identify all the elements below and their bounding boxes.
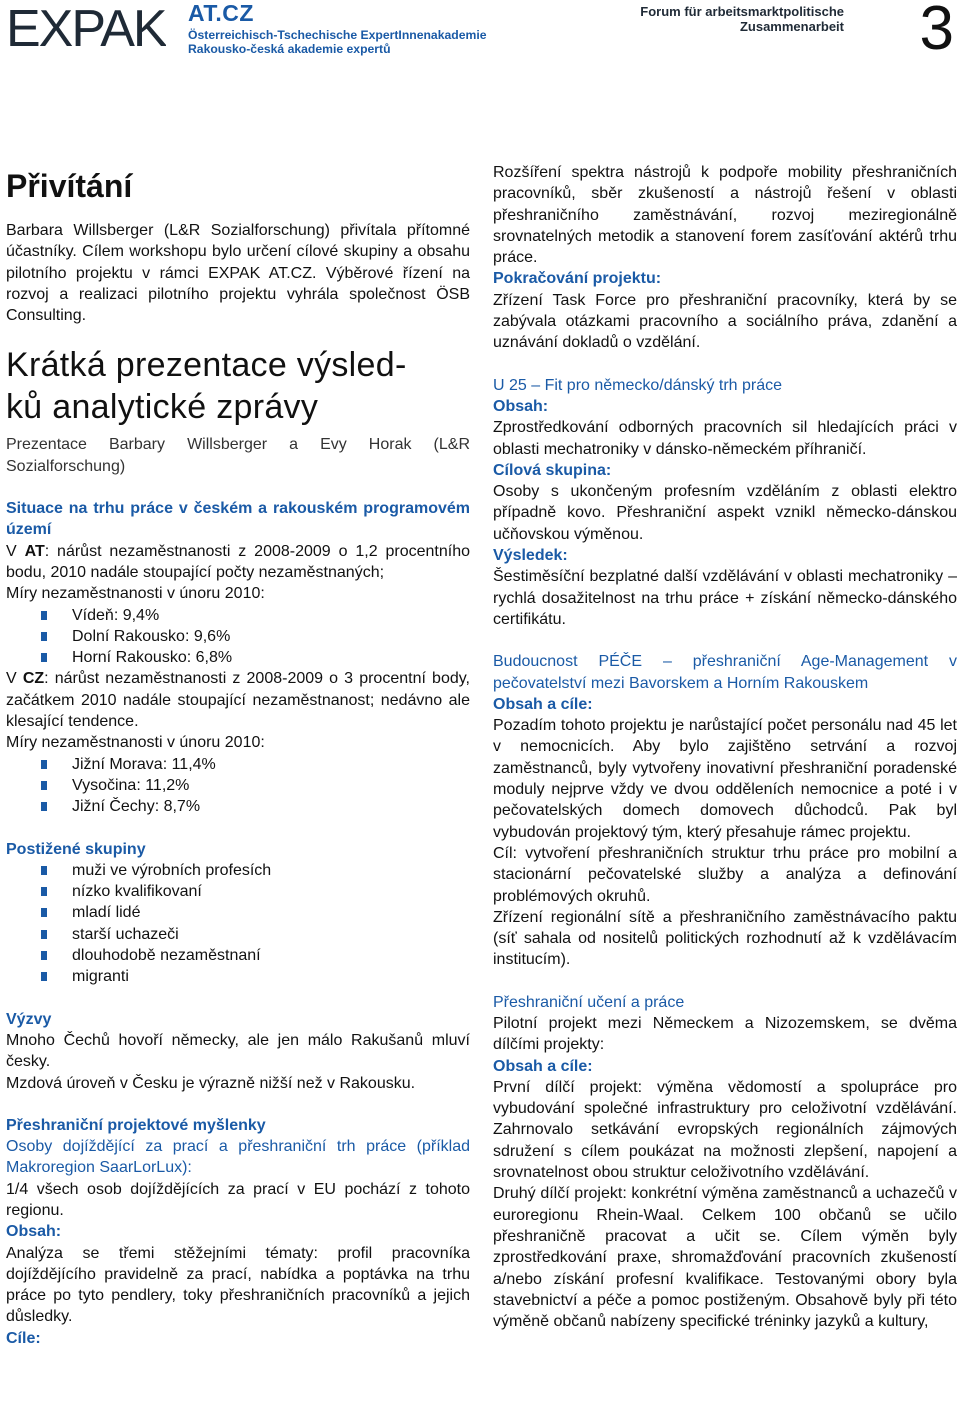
- learning-label: Obsah a cíle:: [493, 1057, 593, 1075]
- left-column: [6, 160, 470, 1349]
- u25-target: Osoby s ukončeným profesním vzděláním z oblasti elektro případně kovo. Přeshraniční aspekt vznikl německo-dánskou učňovskou výměnou.: [493, 483, 957, 543]
- challenges-text-2: Mzdová úroveň v Česku je výrazně nižší než v Rakousku.: [6, 1074, 416, 1092]
- cz-paragraph: V CZ: nárůst nezaměstnanosti z 2008-2009 o 3 procentní body, začátkem 2010 nadále stoupající nezaměstnanost; nedávno ale klesající tendence.: [6, 670, 470, 731]
- u25-result: Šestiměsíční bezplatné další vzdělávání v oblasti mechatroniky – rychlá dosažitelnost na trhu práce + získání německo-dánského certifikátu.: [493, 568, 957, 628]
- list-item: Horní Rakousko: 6,8%: [6, 647, 470, 668]
- at-paragraph: V AT: nárůst nezaměstnanosti z 2008-2009 o 1,2 procentního bodu, 2010 nadále stoupající počty nezaměstnaných;: [6, 542, 471, 581]
- at-label: AT: [24, 542, 45, 560]
- u25-target-label: Cílová skupina:: [493, 461, 612, 479]
- learning-heading: Přeshraniční učení a práce: [493, 993, 685, 1011]
- cz-label: CZ: [22, 670, 45, 688]
- list-item: dlouhodobě nezaměstnaní: [6, 945, 470, 966]
- right-column: [493, 162, 957, 1332]
- rates-label-at: Míry nezaměstnanosti v únoru 2010:: [6, 585, 265, 603]
- affected-list: [6, 860, 470, 988]
- forum-title: Forum für arbeitsmarktpolitische Zusammenarbeit: [640, 4, 844, 34]
- goals-text: Rozšíření spektra nástrojů k podpoře mobility přeshraničních pracovníků, sběr zkušeností a nástrojů řešení v oblasti přeshraničního zaměstnávání, rozvoj meziregionálně srovnatelných metodik a stanovení forem zasíťování aktérů trhu práce.: [493, 164, 957, 267]
- brand-text: EXPAK: [6, 2, 166, 54]
- list-item: Dolní Rakousko: 9,6%: [6, 626, 470, 647]
- affected-heading: Postižené skupiny: [6, 840, 146, 858]
- at-rates-list: [6, 605, 470, 669]
- peche-label: Obsah a cíle:: [493, 695, 593, 713]
- u25-content-label: Obsah:: [493, 397, 549, 415]
- situation-heading: Situace na trhu práce v českém a rakouském programovém území: [6, 500, 470, 539]
- u25-heading: U 25 – Fit pro německo/dánský trh práce: [493, 376, 783, 394]
- goals-label: Cíle:: [6, 1329, 41, 1347]
- list-item: starší uchazeči: [6, 924, 470, 945]
- peche-text-2: Cíl: vytvoření přeshraničních struktur trhu práce pro mobilní a stacionární pečovatelské služby a analýza a definování problémových okruhů.: [493, 844, 957, 905]
- continuation-text: Zřízení Task Force pro přeshraniční pracovníky, která by se zabývala otázkami pracovního a sociálního práva, zdanění a uznávání dokladů o vzdělání.: [493, 291, 957, 352]
- presenters-text: Prezentace Barbary Willsberger a Evy Horak (L&R Sozialforschung): [6, 436, 470, 475]
- challenges-heading: Výzvy: [6, 1010, 52, 1028]
- page-number: 3: [919, 0, 954, 63]
- atcz-label: AT.CZ: [188, 0, 254, 26]
- subtitle-de: Österreichisch-Tschechische ExpertInnenakademie: [188, 28, 487, 42]
- peche-text-1: Pozadím tohoto projektu je narůstající počet personálu nad 45 let v nemocnicích. Aby bylo zajištěno setrvání a rozvoj zaměstnanců, byly vytvořeny inovativní přeshraniční poradenské moduly nejprve vždy ve dvou odděleních nemocnice a poté i v pečovatelských domech domovech důchodců. Pak byl vybudován projektový tým, který přesahuje rámec projektu.: [493, 717, 957, 841]
- rates-label-cz: Míry nezaměstnanosti v únoru 2010:: [6, 734, 265, 752]
- list-item: migranti: [6, 966, 470, 987]
- u25-content: Zprostředkování odborných pracovních sil hledajících práci v oblasti mechatroniky v dánsko-německém příhraničí.: [493, 419, 957, 458]
- list-item: Vídeň: 9,4%: [6, 605, 470, 626]
- list-item: Jižní Morava: 11,4%: [6, 754, 470, 775]
- expak-logo: [6, 2, 166, 54]
- ideas-heading: Přeshraniční projektové myšlenky: [6, 1116, 266, 1134]
- report-heading: [6, 344, 470, 428]
- u25-result-label: Výsledek:: [493, 547, 568, 565]
- ideas-subheading: Osoby dojíždějící za prací a přeshraniční trh práce (příklad Makroregion SaarLorLux):: [6, 1138, 470, 1177]
- subtitle-cz: Rakousko-česká akademie expertů: [188, 42, 391, 56]
- list-item: muži ve výrobních profesích: [6, 860, 470, 881]
- continuation-label: Pokračování projektu:: [493, 270, 662, 288]
- report-heading-line2: ků analytické zprávy: [6, 388, 319, 427]
- ideas-content: Analýza se třemi stěžejními tématy: profil pracovníka dojíždějícího pravidelně za prací, nabídka a poptávka na trhu práce po tyto pendlery, toky přeshraničních pracovníků a jejich důsledky.: [6, 1244, 470, 1326]
- page-header: [0, 0, 960, 62]
- list-item: Vysočina: 11,2%: [6, 775, 470, 796]
- list-item: nízko kvalifikovaní: [6, 881, 470, 902]
- learning-text-2: Druhý dílčí projekt: konkrétní výměna zaměstnanců a uchazečů v euroregionu Rhein-Waal. Celkem 100 občanů se učilo přeshraničně pracovat a učit se. Cílem výměn byly zprostředkování praxe, shromažďování pracovních zkušeností a/nebo získání profesní kvalifikace. Testovanými obory byla stavebnictví a péče a pomoc postiženým. Obsahově byly při této výměně občanů nabízeny specifické tréninky jazyků a kultury,: [493, 1185, 957, 1331]
- list-item: Jižní Čechy: 8,7%: [6, 796, 470, 817]
- list-item: mladí lidé: [6, 902, 470, 923]
- content-label: Obsah:: [6, 1223, 62, 1241]
- report-heading-line1: Krátká prezentace výsled-: [6, 346, 407, 385]
- learning-text-1: První dílčí projekt: výměna vědomostí a spolupráce pro vybudování společné infrastruktury pro celoživotní vzdělávání. Zahrnovalo setkávání evropských regionálních zájmových sdružení s cílem poukázat na možnosti zlepšení, napojení a srovnatelnost obou struktur celoživotního vzdělávání.: [493, 1078, 957, 1182]
- peche-text-3: Zřízení regionální sítě a přeshraničního zaměstnávacího paktu (síť sahala od nositelů politických rozhodnutí až k vzdělávacím institucím).: [493, 908, 957, 969]
- welcome-heading: Přivítání: [6, 168, 133, 204]
- challenges-text-1: Mnoho Čechů hovoří německy, ale jen málo Rakušanů mluví česky.: [6, 1031, 470, 1071]
- welcome-text: Barbara Willsberger (L&R Sozialforschung) přivítala přítomné účastníky. Cílem workshopu bylo určení cílové skupiny a obsahu pilotního projektu v rámci EXPAK AT.CZ. Výběrové řízení na rozvoj a realizaci pilotního projektu vyhrála společnost ÖSB Consulting.: [6, 222, 470, 325]
- ideas-text: 1/4 všech osob dojíždějících za prací v EU pochází z tohoto regionu.: [6, 1180, 470, 1219]
- cz-rates-list: [6, 754, 470, 818]
- learning-intro: Pilotní projekt mezi Německem a Nizozemskem, se dvěma dílčími projekty:: [493, 1014, 957, 1054]
- peche-heading: Budoucnost PÉČE – přeshraniční Age-Management v pečovatelství mezi Bavorskem a Horním Rakouskem: [493, 653, 957, 692]
